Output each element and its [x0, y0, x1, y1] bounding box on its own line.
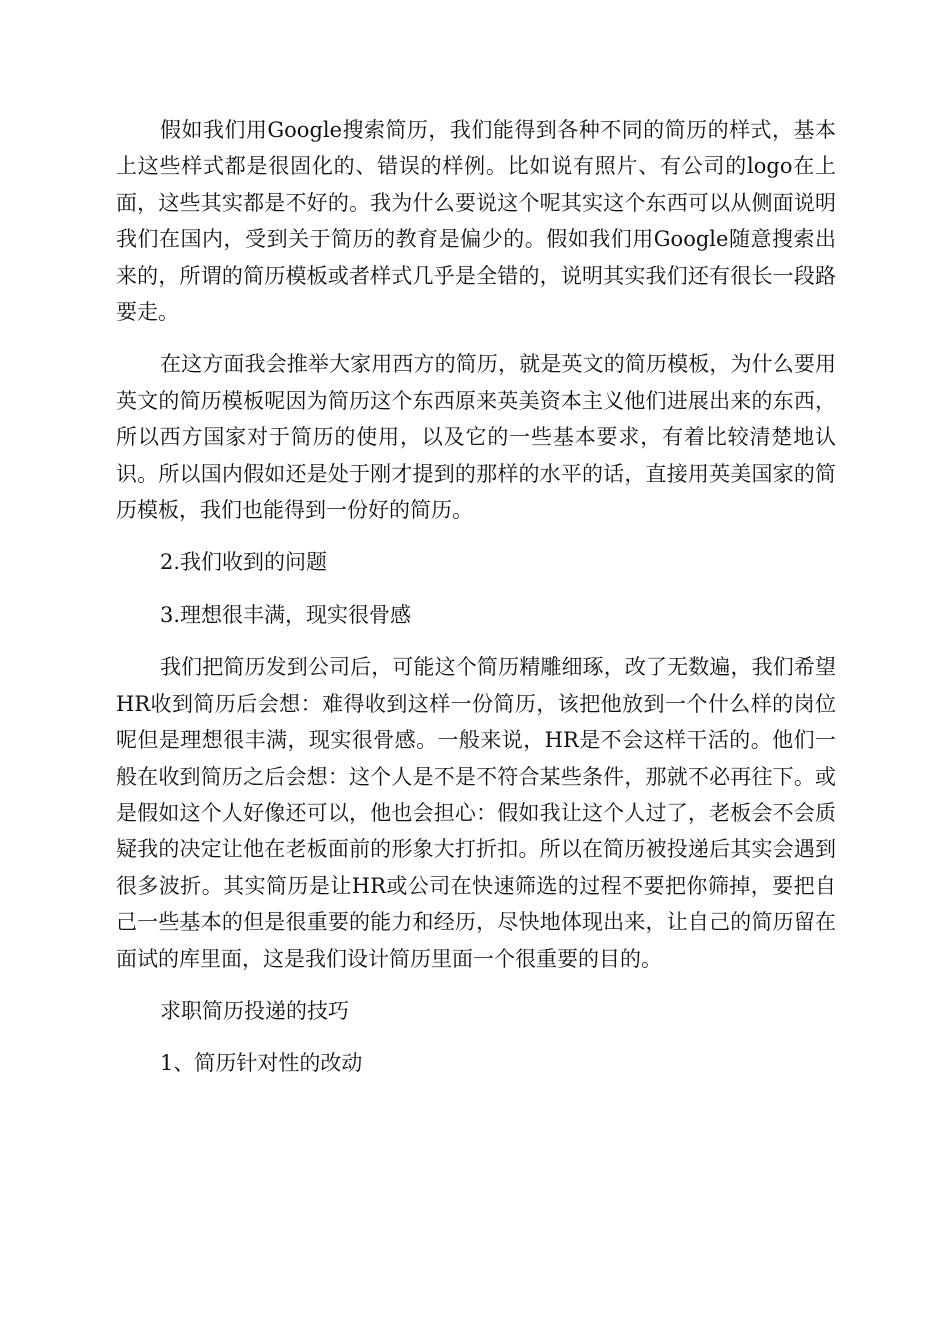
- document-page: [116, 112, 836, 1098]
- heading-questions-received: 2.我们收到的问题: [160, 550, 328, 575]
- heading-ideal-vs-reality: 3.理想很丰满，现实很骨感: [160, 602, 412, 627]
- heading-resume-delivery-tips: 求职简历投递的技巧: [160, 998, 349, 1023]
- paragraph-hr-screening: 我们把简历发到公司后，可能这个简历精雕细琢，改了无数遍，我们希望HR收到简历后会想：难得收到这样一份简历，该把他放到一个什么样的岗位呢但是理想很丰满，现实很骨感。一般来说，HR是不会这样干活的。他们一般在收到简历之后会想：这个人是不是不符合某些条件，那就不必再往下。或是假如这个人好像还可以，他也会担心：假如我让这个人过了，老板会不会质疑我的决定让他在老板面前的形象大打折扣。所以在简历被投递后其实会遇到很多波折。其实简历是让HR或公司在快速筛选的过程不要把你筛掉，要把自己一些基本的但是很重要的能力和经历，尽快地体现出来，让自己的简历留在面试的库里面，这是我们设计简历里面一个很重要的目的。: [116, 655, 836, 971]
- paragraph-western-resume-template: 在这方面我会推举大家用西方的简历，就是英文的简历模板，为什么要用英文的简历模板呢因为简历这个东西原来英美资本主义他们进展出来的东西，所以西方国家对于简历的使用，以及它的一些基本要求，有着比较清楚地认识。所以国内假如还是处于刚才提到的那样的水平的话，直接用英美国家的简历模板，我们也能得到一份好的简历。: [116, 352, 836, 523]
- paragraph-google-resume-search: 假如我们用Google搜索简历，我们能得到各种不同的简历的样式，基本上这些样式都是很固化的、错误的样例。比如说有照片、有公司的logo在上面，这些其实都是不好的。我为什么要说这个呢其实这个东西可以从侧面说明我们在国内，受到关于简历的教育是偏少的。假如我们用Google随意搜索出来的，所谓的简历模板或者样式几乎是全错的，说明其实我们还有很长一段路要走。: [116, 118, 836, 325]
- heading-targeted-resume-changes: 1、简历针对性的改动: [160, 1051, 363, 1076]
